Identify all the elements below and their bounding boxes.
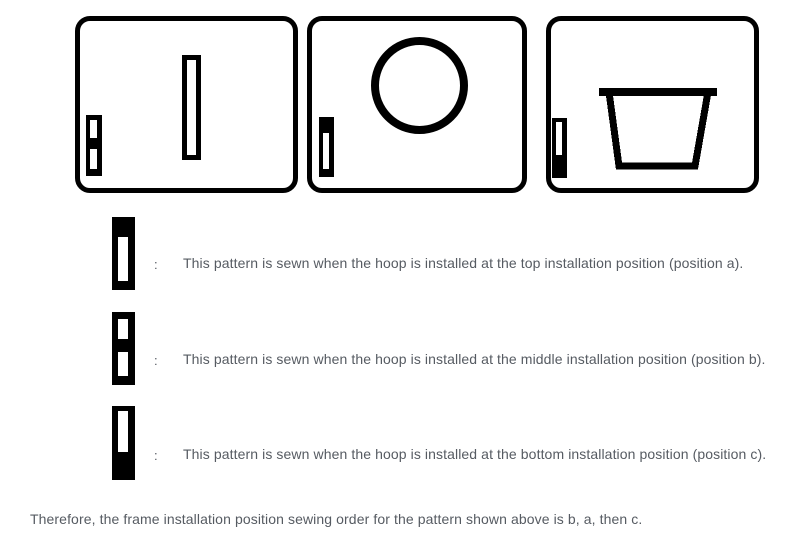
legend-separator: : [154,353,158,368]
pattern-panel-bar [75,16,298,193]
indicator-window [118,411,128,452]
indicator-window [323,133,329,169]
legend-text-position-c: This pattern is sewn when the hoop is installed at the bottom installation position (position c). [183,446,767,462]
position-a-icon [112,217,135,290]
legend-separator: : [154,448,158,463]
indicator-window [118,237,128,281]
legend-separator: : [154,257,158,272]
trapezoid-pattern [591,76,726,176]
legend-text-position-a: This pattern is sewn when the hoop is installed at the top installation position (position a). [183,255,744,271]
vertical-bar-pattern [182,55,201,160]
indicator-window [90,149,97,169]
position-b-icon [112,312,135,385]
conclusion-text: Therefore, the frame installation position sewing order for the pattern shown above is b, a, then c. [30,511,643,527]
circle-pattern [371,37,468,134]
legend-text-position-b: This pattern is sewn when the hoop is installed at the middle installation position (position b). [183,351,766,367]
pattern-panel-trapezoid [546,16,759,193]
hoop-position-indicator-top [319,117,334,177]
hoop-position-indicator-middle [86,115,102,176]
hoop-position-indicator-bottom [552,118,567,178]
indicator-window [90,120,97,137]
pattern-panel-circle [307,16,527,193]
indicator-window [556,122,562,155]
indicator-window [118,352,128,376]
position-c-icon [112,406,135,480]
indicator-window [118,319,128,339]
